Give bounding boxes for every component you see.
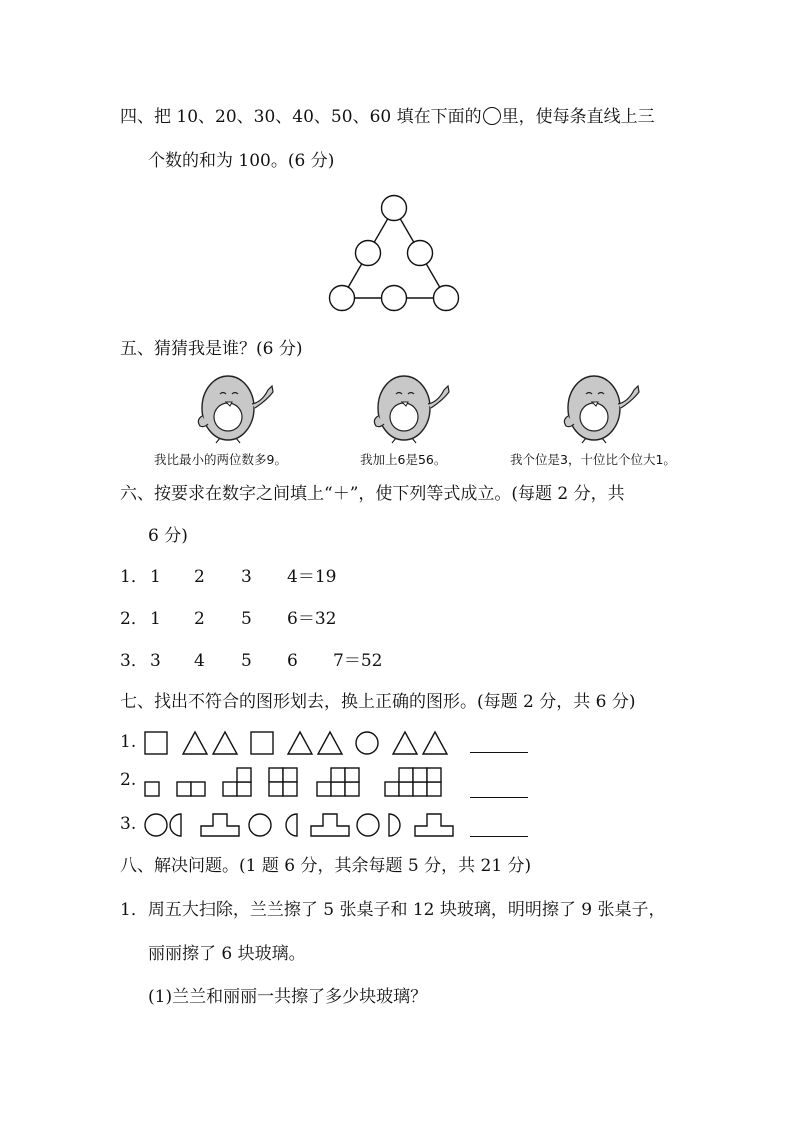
row-label: 3． [120, 651, 148, 671]
half-circle-icon [286, 814, 297, 836]
triangle-icon [183, 732, 207, 754]
egg-character-icon [552, 372, 652, 444]
circle-icon [483, 107, 501, 125]
square-icon [251, 732, 273, 754]
row-label: 1． [120, 567, 148, 587]
half-circle-icon [170, 814, 181, 836]
blank-circle-mid-right[interactable] [408, 241, 433, 266]
t-shape-icon [415, 814, 453, 836]
section4-line1-b: 里，使每条直线上三 [501, 107, 655, 127]
row-label: 3. [120, 814, 137, 834]
caption-3: 我个位是3，十位比个位大1。 [510, 452, 676, 467]
circle-icon [357, 814, 379, 836]
section4-line2: 个数的和为 100。(6 分) [148, 151, 335, 171]
t-shape-icon [311, 814, 349, 836]
term: 3 [241, 567, 252, 587]
section8-q1-line1: 1．周五大扫除，兰兰擦了 5 张桌子和 12 块玻璃，明明擦了 9 张桌子， [120, 900, 666, 920]
row-label: 2． [120, 609, 148, 629]
blank-circle-mid-left[interactable] [356, 241, 381, 266]
term: 6 [287, 651, 298, 671]
section4-line1 [120, 106, 655, 128]
egg-character-icon [362, 372, 462, 444]
section8-q1-sub1: (1)兰兰和丽丽一共擦了多少块玻璃？ [148, 987, 428, 1007]
grid-5-icon [317, 768, 359, 796]
row-label: 1. [120, 732, 137, 752]
row-label: 2. [120, 770, 137, 790]
grid-3-icon [223, 768, 251, 796]
grid-6-icon [385, 768, 441, 796]
half-circle-icon [389, 814, 400, 836]
section5-title: 五、猜猜我是谁？(6 分) [120, 339, 303, 359]
term: 1 [150, 567, 161, 587]
term: 2 [194, 567, 205, 587]
section4-line1-a: 四、把 10、20、30、40、50、60 填在下面的 [120, 107, 482, 127]
triangle-icon [423, 732, 447, 754]
grid-4-icon [269, 768, 297, 796]
section7-title: 七、找出不符合的图形划去，换上正确的图形。(每题 2 分，共 6 分) [120, 692, 636, 712]
blank-circle-bottom-left[interactable] [330, 286, 355, 311]
section6-title-line2: 6 分) [148, 526, 188, 546]
circle-icon [145, 814, 167, 836]
section6-title-line1: 六、按要求在数字之间填上“＋”，使下列等式成立。(每题 2 分，共 [120, 484, 625, 504]
term: 4 [194, 651, 205, 671]
shape-sequence-2 [143, 766, 453, 800]
egg-character-icon [186, 372, 286, 444]
term: 5 [241, 651, 252, 671]
shape-sequence-1 [143, 730, 463, 756]
answer-blank-1[interactable] [470, 752, 528, 753]
triangle-icon [213, 732, 237, 754]
circle-icon [356, 732, 378, 754]
blank-circle-bottom-right[interactable] [434, 286, 459, 311]
grid-1-icon [145, 782, 159, 796]
answer-blank-3[interactable] [470, 836, 528, 837]
term: 7＝52 [333, 651, 383, 671]
term: 4＝19 [287, 567, 337, 587]
shape-sequence-3 [143, 810, 463, 840]
term: 2 [194, 609, 205, 629]
t-shape-icon [201, 814, 239, 836]
circle-icon [249, 814, 271, 836]
term: 6＝32 [287, 609, 337, 629]
answer-blank-2[interactable] [470, 797, 528, 798]
blank-circle-top[interactable] [382, 196, 407, 221]
triangle-icon [393, 732, 417, 754]
section8-title: 八、解决问题。(1 题 6 分，其余每题 5 分，共 21 分) [120, 856, 532, 876]
term: 5 [241, 609, 252, 629]
section8-q1-line2: 丽丽擦了 6 块玻璃。 [148, 944, 306, 964]
triangle-icon [318, 732, 342, 754]
square-icon [145, 732, 167, 754]
caption-2: 我加上6是56。 [360, 452, 447, 467]
blank-circle-bottom-mid[interactable] [382, 286, 407, 311]
triangle-icon [288, 732, 312, 754]
term: 1 [150, 609, 161, 629]
grid-2-icon [177, 782, 205, 796]
caption-1: 我比最小的两位数多9。 [154, 452, 287, 467]
term: 3 [150, 651, 161, 671]
triangle-circle-diagram [320, 190, 470, 320]
